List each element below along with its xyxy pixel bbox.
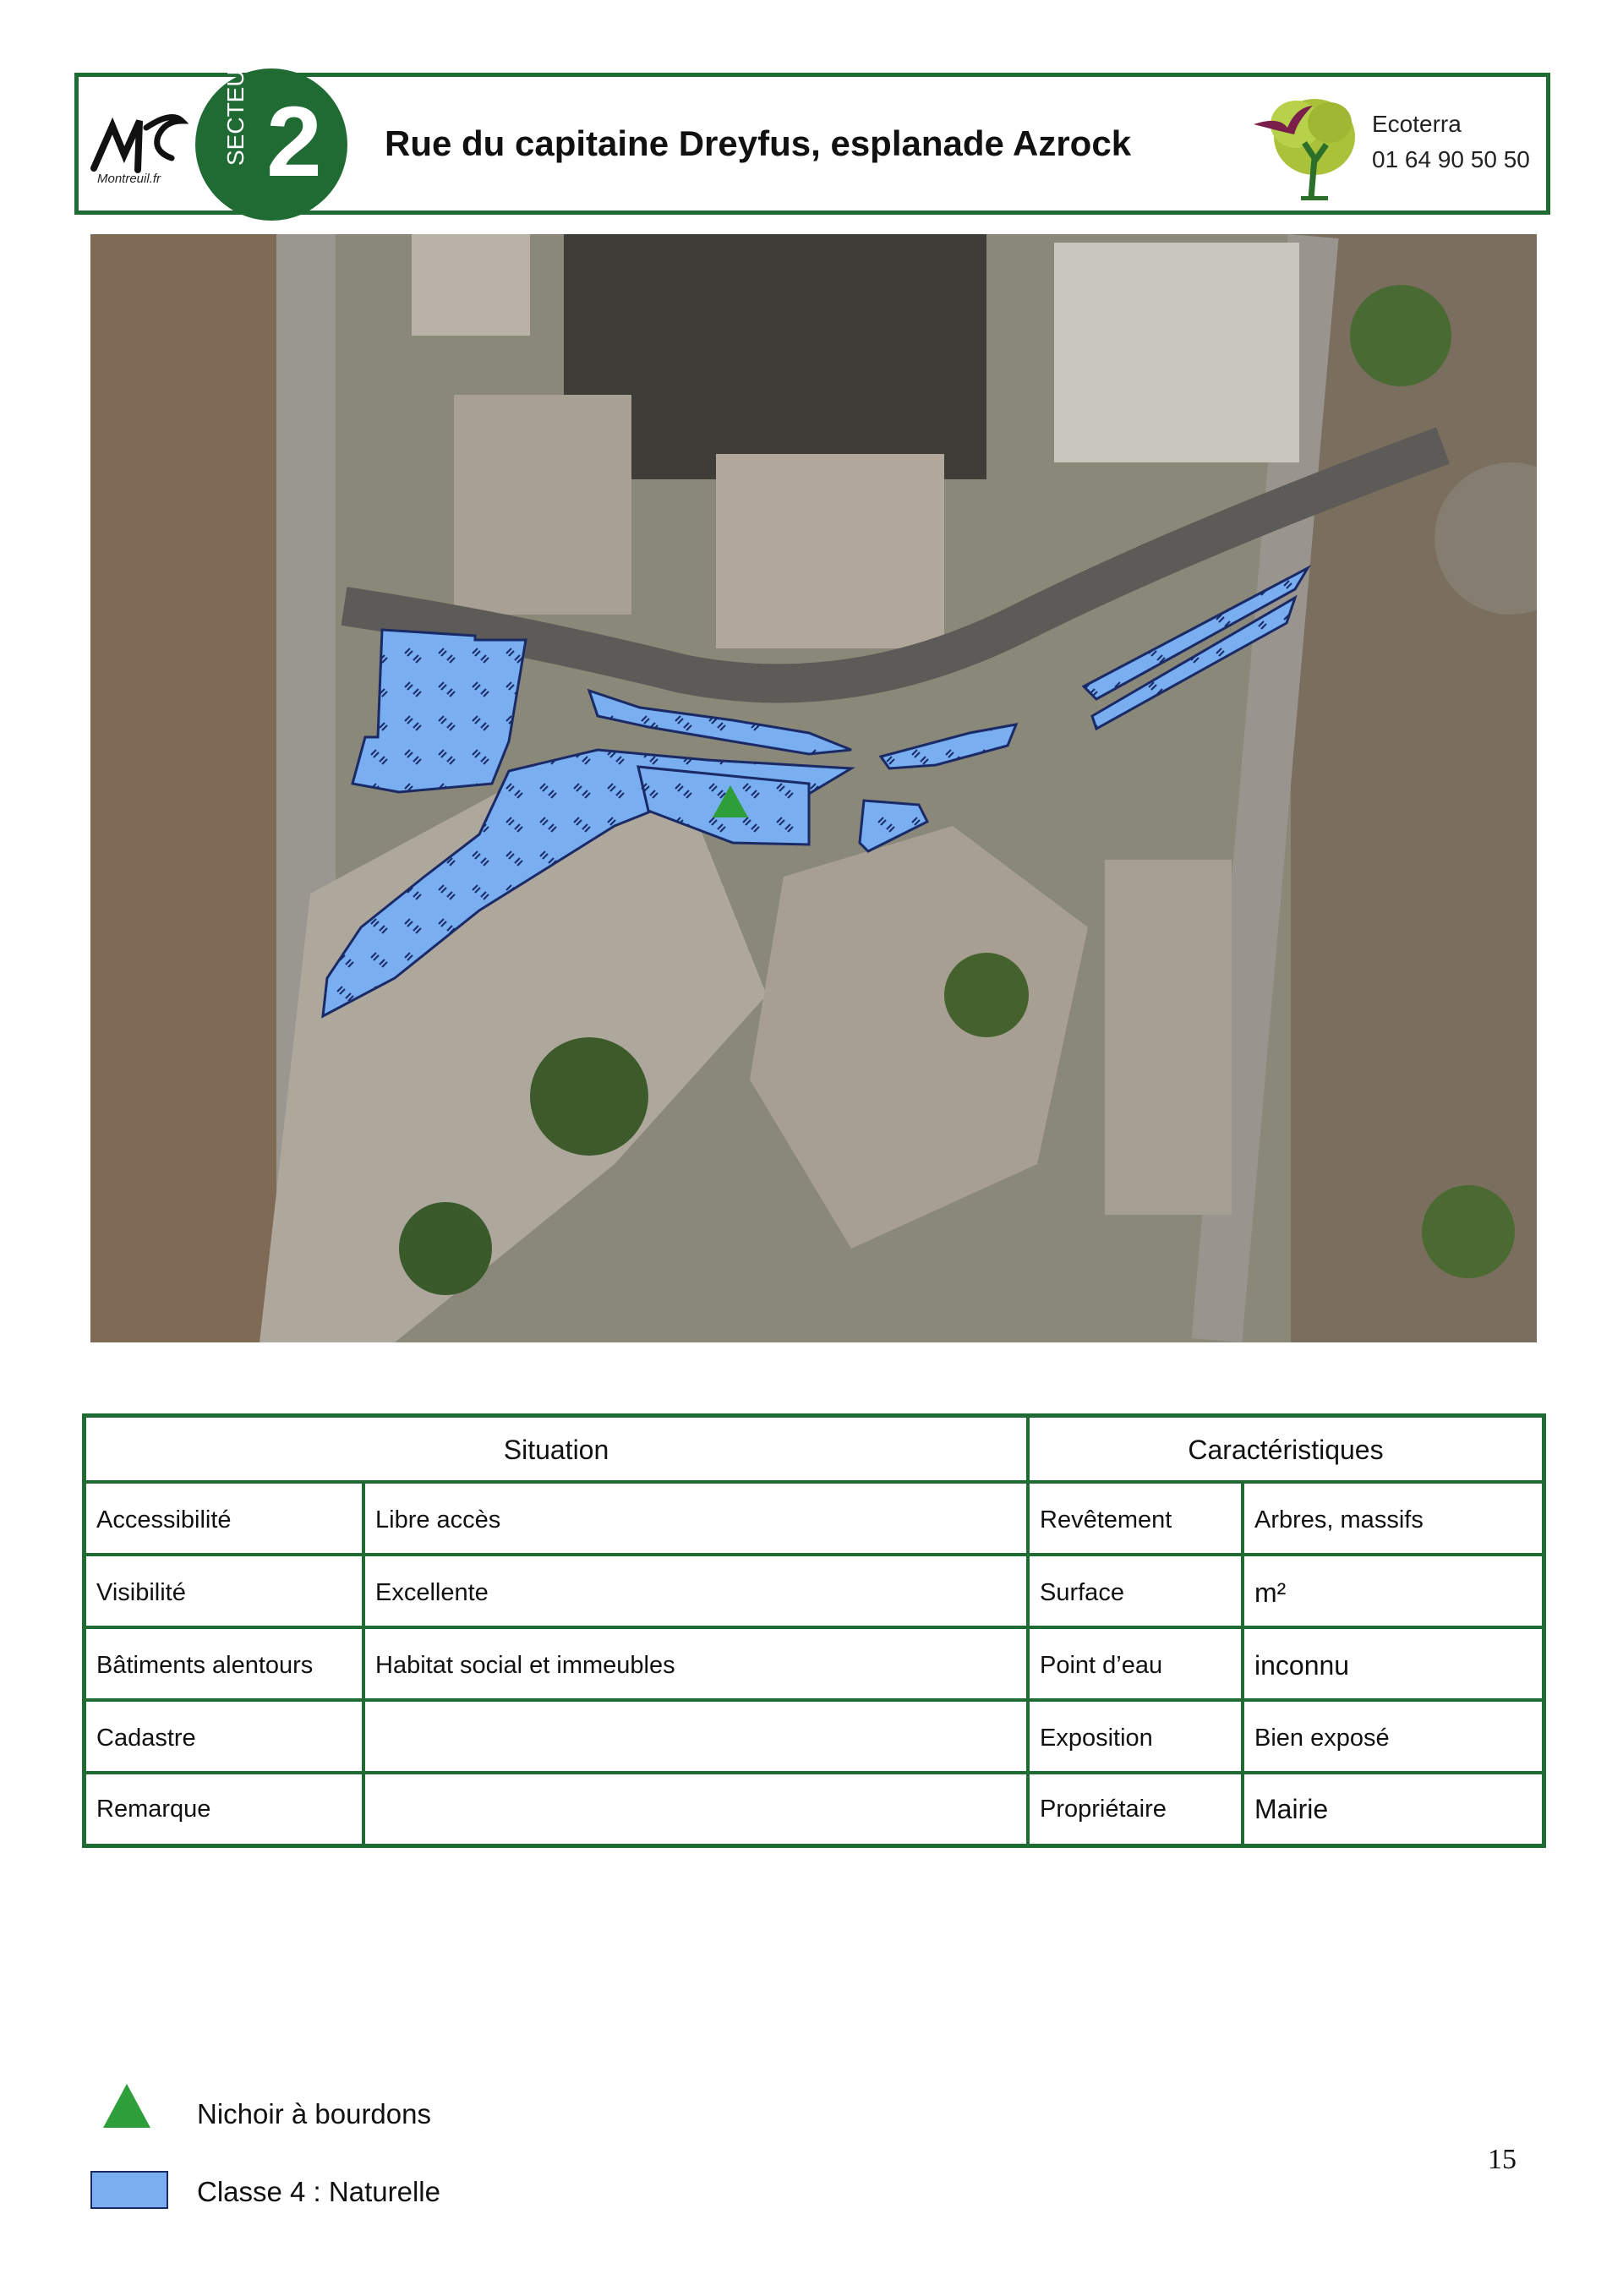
legend-label: Nichoir à bourdons xyxy=(197,2098,431,2129)
blue-hatched-rect-icon xyxy=(90,2171,168,2209)
situation-value: Habitat social et immeubles xyxy=(375,1651,675,1679)
caract-label: Surface xyxy=(1040,1578,1124,1606)
table-divider xyxy=(86,1698,1542,1702)
table-divider xyxy=(86,1626,1542,1629)
tower-block-3 xyxy=(1054,243,1299,462)
table-divider xyxy=(86,1480,1542,1484)
situation-value xyxy=(365,1774,1026,1844)
tower-block-4 xyxy=(412,234,530,336)
caract-value: Mairie xyxy=(1254,1793,1329,1824)
caract-label: Exposition xyxy=(1040,1724,1153,1752)
company-phone: 01 64 90 50 50 xyxy=(1372,146,1530,172)
legend-label: Classe 4 : Naturelle xyxy=(197,2176,440,2207)
sector-number: 2 xyxy=(266,86,322,198)
tower-block-2 xyxy=(716,454,944,648)
page-header xyxy=(74,52,1550,215)
situation-header: Situation xyxy=(503,1434,609,1465)
tree-cluster xyxy=(1422,1185,1515,1278)
table-divider xyxy=(86,1771,1542,1774)
situation-label: Cadastre xyxy=(96,1724,196,1752)
table-divider xyxy=(362,1482,365,1844)
situation-value: Excellente xyxy=(375,1578,489,1606)
caract-value: m² xyxy=(1254,1577,1287,1608)
tower-block-1 xyxy=(454,395,631,615)
tree-cluster xyxy=(530,1037,648,1156)
situation-label: Bâtiments alentours xyxy=(96,1651,314,1679)
caract-label: Propriétaire xyxy=(1040,1795,1167,1823)
situation-label: Remarque xyxy=(96,1795,211,1823)
green-triangle-icon xyxy=(101,2082,152,2129)
tree-cluster xyxy=(944,953,1029,1037)
company-name: Ecoterra xyxy=(1372,111,1462,137)
table-divider xyxy=(1241,1482,1244,1844)
situation-value xyxy=(365,1702,1026,1774)
logo-url-text: Montreuil.fr xyxy=(97,172,161,186)
situation-label: Visibilité xyxy=(96,1578,186,1606)
aerial-map xyxy=(90,234,1537,1342)
caracteristiques-header: Caractéristiques xyxy=(1188,1434,1384,1465)
caract-value: Bien exposé xyxy=(1254,1724,1390,1752)
sector-word: SECTEUR xyxy=(222,52,249,166)
page-title: Rue du capitaine Dreyfus, esplanade Azrock xyxy=(385,123,1132,163)
table-divider xyxy=(1026,1418,1030,1844)
caract-value: Arbres, massifs xyxy=(1254,1506,1424,1533)
caract-label: Point d’eau xyxy=(1040,1651,1163,1679)
caract-label: Revêtement xyxy=(1040,1506,1172,1533)
caract-value: inconnu xyxy=(1254,1649,1350,1681)
page-number: 15 xyxy=(1488,2144,1516,2175)
situation-value: Libre accès xyxy=(375,1506,501,1533)
tree-cluster xyxy=(399,1202,492,1295)
ecoterra-tree-logo-icon xyxy=(1245,90,1363,200)
residential-area-east xyxy=(1291,234,1537,1342)
info-table xyxy=(82,1413,1546,1848)
situation-label: Accessibilité xyxy=(96,1506,232,1533)
residential-area-west xyxy=(90,234,302,1342)
housing-block-3 xyxy=(1105,860,1232,1215)
tree-cluster xyxy=(1350,285,1451,386)
table-divider xyxy=(86,1553,1542,1556)
